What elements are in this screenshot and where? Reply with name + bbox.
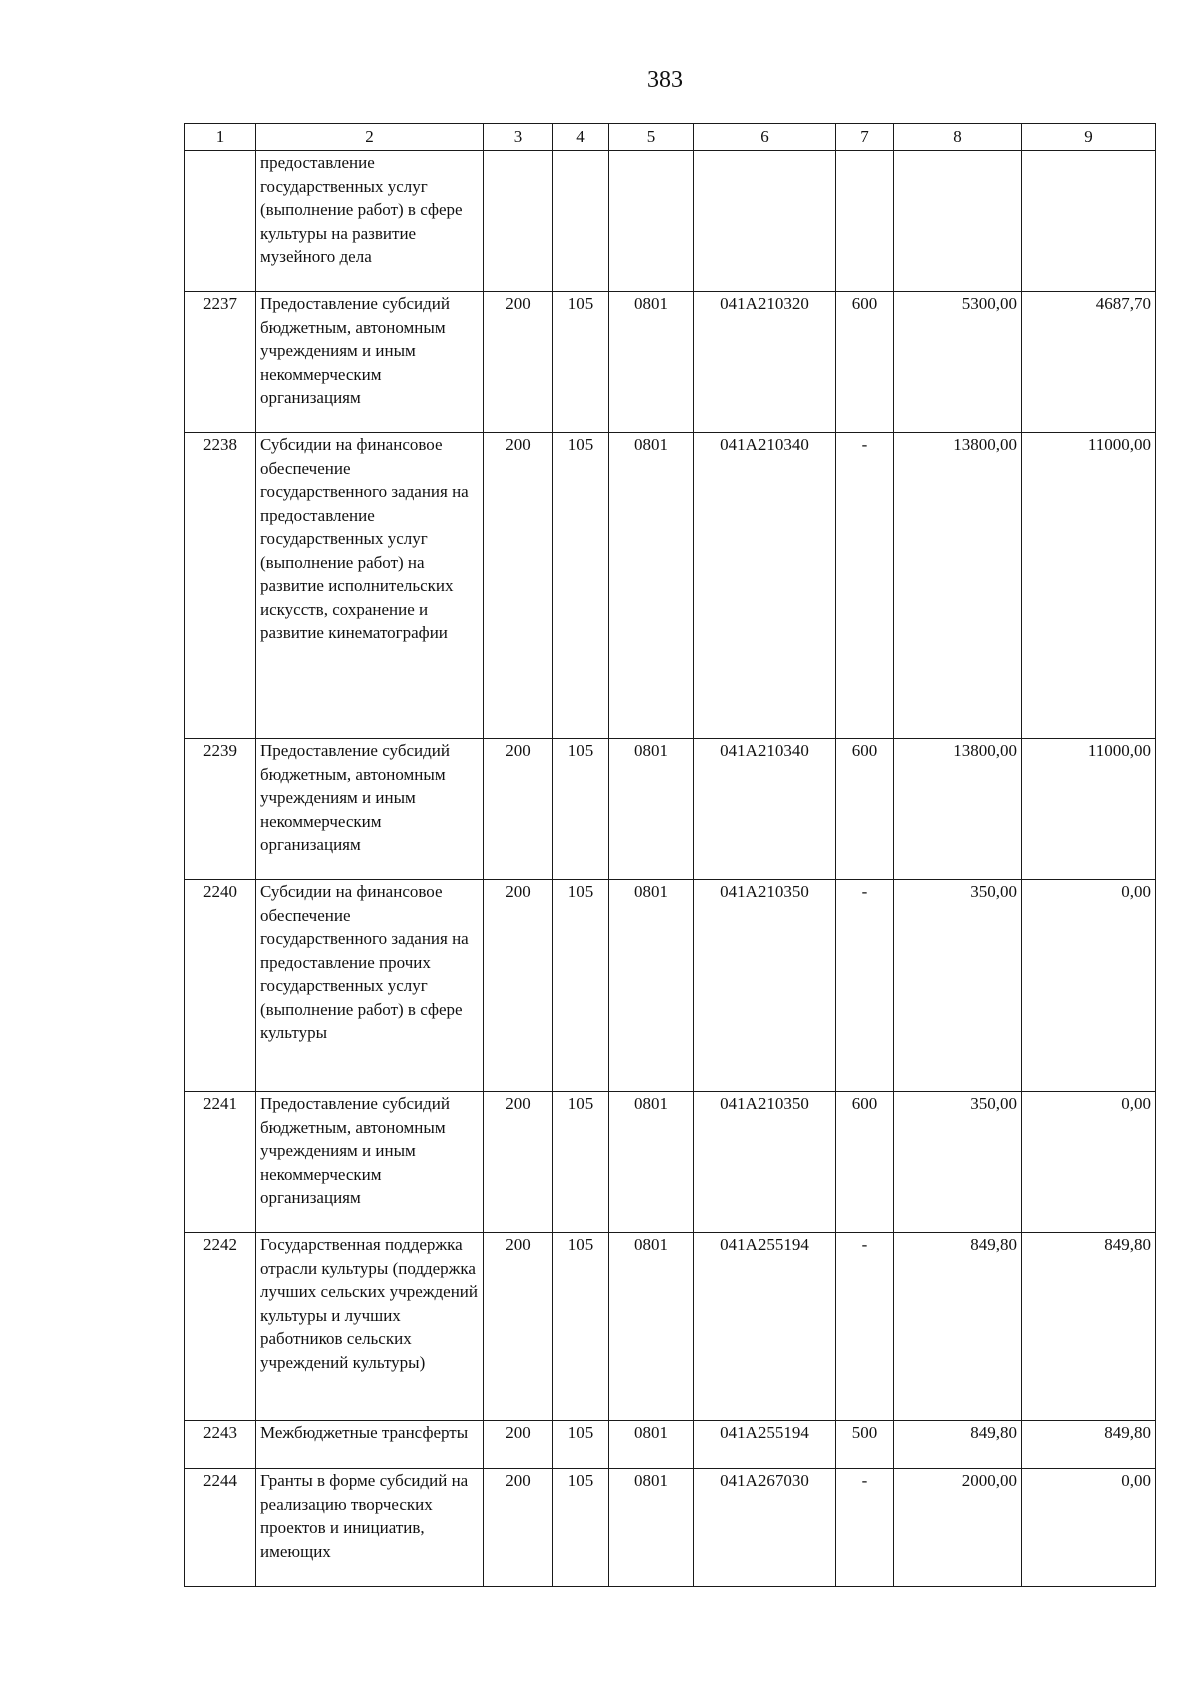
row-description: Субсидии на финансовое обеспечение государственного задания на предоставление прочих государственных услуг (выполнение работ) в сфере культуры bbox=[256, 880, 484, 1092]
cell-col3: 200 bbox=[484, 739, 553, 880]
cell-col5: 0801 bbox=[609, 880, 694, 1092]
row-description: предоставление государственных услуг (выполнение работ) в сфере культуры на развитие музейного дела bbox=[256, 151, 484, 292]
column-header-2: 2 bbox=[256, 124, 484, 151]
cell-col6: 041A210350 bbox=[694, 1092, 836, 1233]
cell-col5 bbox=[609, 151, 694, 292]
cell-col6: 041A255194 bbox=[694, 1233, 836, 1421]
column-header-4: 4 bbox=[553, 124, 609, 151]
row-description: Субсидии на финансовое обеспечение государственного задания на предоставление государственных услуг (выполнение работ) на развитие исполнительских искусств, сохранение и развитие кинематографии bbox=[256, 433, 484, 739]
row-description: Межбюджетные трансферты bbox=[256, 1421, 484, 1469]
cell-col5: 0801 bbox=[609, 739, 694, 880]
cell-col8: 350,00 bbox=[894, 1092, 1022, 1233]
cell-col6: 041A210320 bbox=[694, 292, 836, 433]
cell-col5: 0801 bbox=[609, 1469, 694, 1587]
cell-col5: 0801 bbox=[609, 1233, 694, 1421]
cell-col6: 041A210350 bbox=[694, 880, 836, 1092]
cell-col7: 600 bbox=[836, 739, 894, 880]
cell-col5: 0801 bbox=[609, 1092, 694, 1233]
cell-col5: 0801 bbox=[609, 1421, 694, 1469]
cell-col3: 200 bbox=[484, 433, 553, 739]
table-row bbox=[185, 1092, 1156, 1233]
cell-col9: 849,80 bbox=[1022, 1421, 1156, 1469]
table-row bbox=[185, 433, 1156, 739]
column-header-3: 3 bbox=[484, 124, 553, 151]
cell-col6: 041A267030 bbox=[694, 1469, 836, 1587]
cell-col3: 200 bbox=[484, 1421, 553, 1469]
cell-col8: 2000,00 bbox=[894, 1469, 1022, 1587]
cell-col9: 11000,00 bbox=[1022, 433, 1156, 739]
cell-col7: 600 bbox=[836, 292, 894, 433]
cell-col8: 13800,00 bbox=[894, 433, 1022, 739]
row-description: Государственная поддержка отрасли культуры (поддержка лучших сельских учреждений культуры и лучших работников сельских учреждений культуры) bbox=[256, 1233, 484, 1421]
cell-col8 bbox=[894, 151, 1022, 292]
cell-col8: 849,80 bbox=[894, 1421, 1022, 1469]
cell-col6 bbox=[694, 151, 836, 292]
row-number: 2243 bbox=[185, 1421, 256, 1469]
cell-col5: 0801 bbox=[609, 292, 694, 433]
row-number: 2237 bbox=[185, 292, 256, 433]
cell-col9: 4687,70 bbox=[1022, 292, 1156, 433]
column-header-9: 9 bbox=[1022, 124, 1156, 151]
cell-col3 bbox=[484, 151, 553, 292]
column-header-1: 1 bbox=[185, 124, 256, 151]
row-number: 2239 bbox=[185, 739, 256, 880]
cell-col7: - bbox=[836, 1469, 894, 1587]
cell-col3: 200 bbox=[484, 1469, 553, 1587]
table-row bbox=[185, 1469, 1156, 1587]
cell-col6: 041A210340 bbox=[694, 433, 836, 739]
cell-col3: 200 bbox=[484, 1233, 553, 1421]
header-row bbox=[185, 124, 1156, 151]
cell-col8: 13800,00 bbox=[894, 739, 1022, 880]
cell-col3: 200 bbox=[484, 880, 553, 1092]
table-row bbox=[185, 739, 1156, 880]
cell-col4: 105 bbox=[553, 880, 609, 1092]
cell-col7: - bbox=[836, 880, 894, 1092]
cell-col8: 5300,00 bbox=[894, 292, 1022, 433]
row-description: Предоставление субсидий бюджетным, автономным учреждениям и иным некоммерческим организациям bbox=[256, 739, 484, 880]
cell-col7 bbox=[836, 151, 894, 292]
cell-col3: 200 bbox=[484, 1092, 553, 1233]
row-number bbox=[185, 151, 256, 292]
cell-col8: 350,00 bbox=[894, 880, 1022, 1092]
cell-col7: - bbox=[836, 1233, 894, 1421]
cell-col6: 041A255194 bbox=[694, 1421, 836, 1469]
cell-col4: 105 bbox=[553, 1469, 609, 1587]
table-row bbox=[185, 880, 1156, 1092]
cell-col4: 105 bbox=[553, 739, 609, 880]
cell-col4: 105 bbox=[553, 1421, 609, 1469]
cell-col4 bbox=[553, 151, 609, 292]
cell-col9: 849,80 bbox=[1022, 1233, 1156, 1421]
row-description: Предоставление субсидий бюджетным, автономным учреждениям и иным некоммерческим организациям bbox=[256, 1092, 484, 1233]
column-header-5: 5 bbox=[609, 124, 694, 151]
cell-col5: 0801 bbox=[609, 433, 694, 739]
cell-col6: 041A210340 bbox=[694, 739, 836, 880]
cell-col7: 600 bbox=[836, 1092, 894, 1233]
cell-col8: 849,80 bbox=[894, 1233, 1022, 1421]
column-header-6: 6 bbox=[694, 124, 836, 151]
cell-col4: 105 bbox=[553, 1233, 609, 1421]
column-header-7: 7 bbox=[836, 124, 894, 151]
row-description: Предоставление субсидий бюджетным, автономным учреждениям и иным некоммерческим организациям bbox=[256, 292, 484, 433]
table-row bbox=[185, 292, 1156, 433]
cell-col9: 0,00 bbox=[1022, 880, 1156, 1092]
cell-col9: 0,00 bbox=[1022, 1469, 1156, 1587]
cell-col7: - bbox=[836, 433, 894, 739]
row-number: 2240 bbox=[185, 880, 256, 1092]
row-number: 2238 bbox=[185, 433, 256, 739]
row-number: 2242 bbox=[185, 1233, 256, 1421]
cell-col9 bbox=[1022, 151, 1156, 292]
budget-table bbox=[184, 123, 1156, 1587]
column-header-8: 8 bbox=[894, 124, 1022, 151]
cell-col9: 0,00 bbox=[1022, 1092, 1156, 1233]
table-row bbox=[185, 1233, 1156, 1421]
cell-col9: 11000,00 bbox=[1022, 739, 1156, 880]
cell-col7: 500 bbox=[836, 1421, 894, 1469]
cell-col4: 105 bbox=[553, 1092, 609, 1233]
cell-col3: 200 bbox=[484, 292, 553, 433]
page-number: 383 bbox=[647, 67, 683, 93]
row-number: 2244 bbox=[185, 1469, 256, 1587]
row-description: Гранты в форме субсидий на реализацию творческих проектов и инициатив, имеющих bbox=[256, 1469, 484, 1587]
cell-col4: 105 bbox=[553, 433, 609, 739]
table-row bbox=[185, 1421, 1156, 1469]
cell-col4: 105 bbox=[553, 292, 609, 433]
table-row bbox=[185, 151, 1156, 292]
row-number: 2241 bbox=[185, 1092, 256, 1233]
